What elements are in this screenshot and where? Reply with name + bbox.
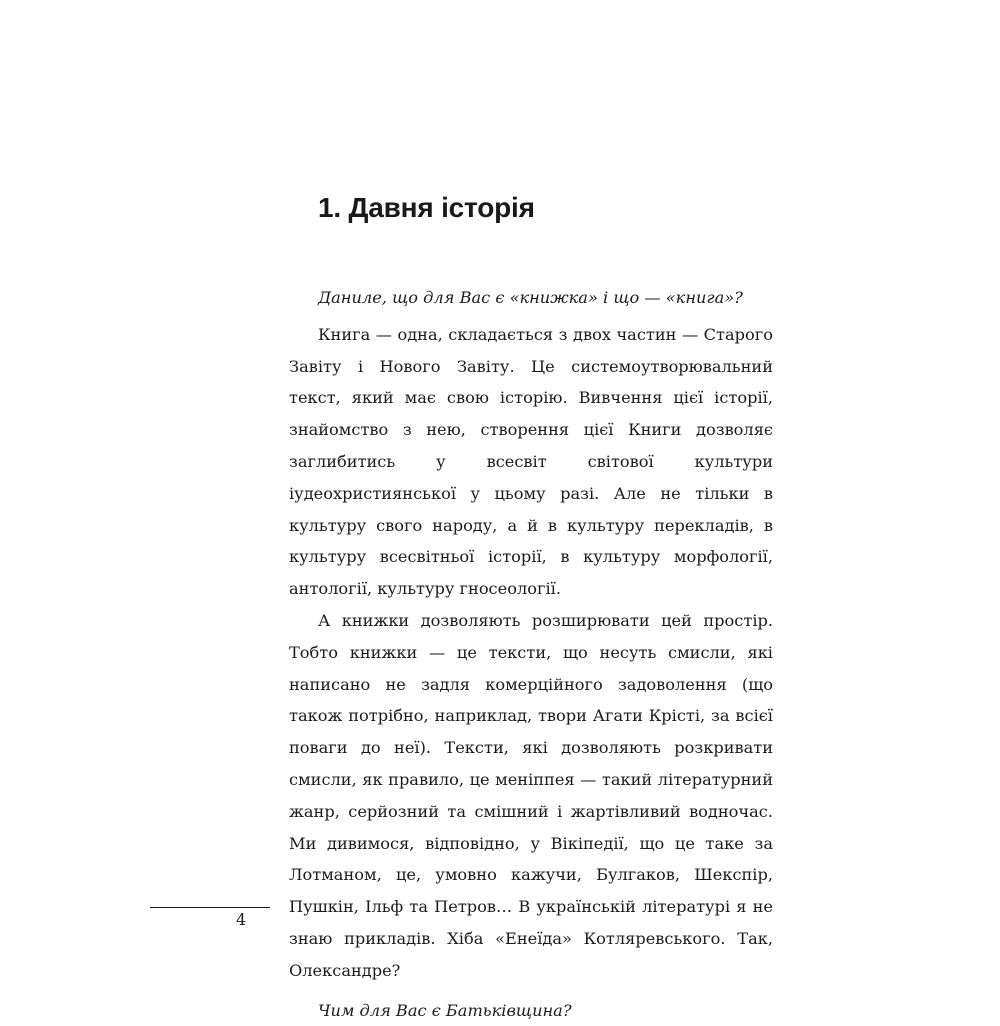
chapter-body [289,282,773,1026]
answer-paragraph: Книга — одна, складається з двох частин — Старого Завіту і Нового Завіту. Це системоутворювальний текст, який має свою історію. Вивчення цієї історії, знайомство з нею, створення цієї Книги дозволяє заглибитись у всесвіт світової культури іудеохристиянської у цьому разі. Але не тільки в культуру свого народу, а й в культуру перекладів, в культуру всесвітньої історії, в культуру морфології, антології, культуру гносеології. [289,324,773,599]
chapter-title: 1. Давня історія [318,192,535,223]
interview-question: Чим для Вас є Батьківщина? [318,1000,572,1020]
page-number: 4 [236,910,247,929]
answer-paragraph: А книжки дозволяють розширювати цей простір. Тобто книжки — це тексти, що несуть смисли, які написано не задля комерційного задоволення (що також потрібно, наприклад, твори Агати Крісті, за всієї поваги до неї). Тексти, які дозволяють розкривати смисли, як правило, це меніппея — такий літературний жанр, серйозний та смішний і жартівливий водночас. Ми дивимося, відповідно, у Вікіпедії, що це таке за Лотманом, це, умовно кажучи, Булгаков, Шекспір, Пушкін, Ільф та Петров… В українській літературі я не знаю прикладів. Хіба «Енеїда» Котляревського. Так, Олександре? [289,610,773,980]
interview-question: Даниле, що для Вас є «книжка» і що — «книга»? [318,288,743,307]
footer-rule [150,907,270,908]
